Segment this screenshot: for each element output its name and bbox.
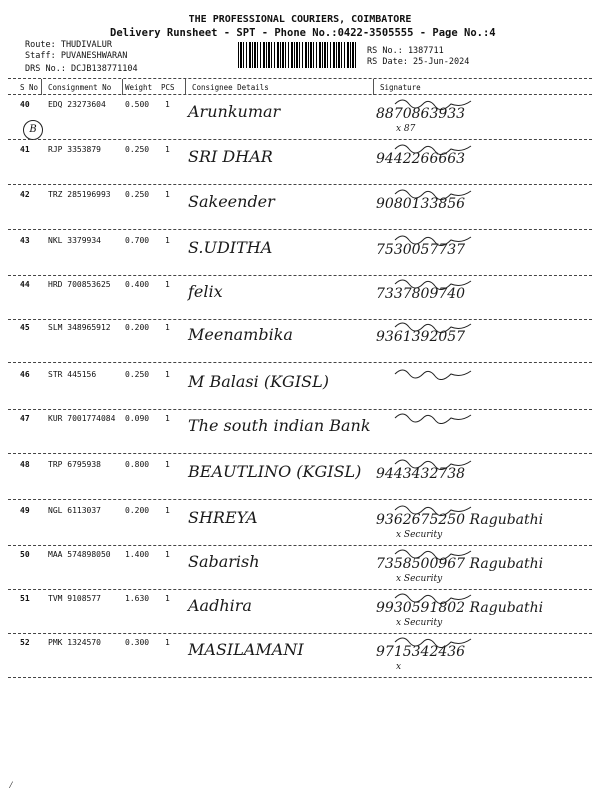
divider [41, 79, 42, 95]
divider [8, 677, 592, 678]
table-row [8, 634, 592, 678]
row-pcs: 1 [165, 550, 170, 559]
consignee-handwriting: felix [188, 282, 223, 301]
row-pcs: 1 [165, 323, 170, 332]
company-title: THE PROFESSIONAL COURIERS, COIMBATORE [188, 14, 412, 25]
table-header [8, 82, 592, 94]
col-sno: S No [20, 83, 39, 92]
signature-scribble [393, 632, 513, 648]
table-row [8, 96, 592, 140]
row-pcs: 1 [165, 100, 170, 109]
consignee-handwriting: BEAUTLINO (KGISL) [188, 462, 362, 481]
consignee-handwriting: Aadhira [188, 596, 252, 615]
row-consignment: NKL 3379934 [48, 236, 101, 245]
row-pcs: 1 [165, 190, 170, 199]
staff-label: Staff: PUVANESHWARAN [25, 51, 128, 61]
row-sno: 46 [20, 370, 30, 379]
row-weight: 0.300 [125, 638, 150, 647]
row-consignment: SLM 348965912 [48, 323, 111, 332]
table-row [8, 590, 592, 634]
divider [185, 79, 186, 95]
divider [373, 79, 374, 95]
drs-number: DRS No.: DCJB138771104 [25, 64, 138, 74]
row-pcs: 1 [165, 506, 170, 515]
row-sno: 52 [20, 638, 30, 647]
table-row [8, 319, 592, 363]
runsheet-title: Delivery Runsheet - SPT - Phone No.:0422-3505555 - Page No.:4 [110, 27, 496, 39]
divider [122, 79, 123, 95]
row-consignment: RJP 3353879 [48, 145, 101, 154]
signature-scribble [393, 184, 513, 200]
signature-number: 9715342436 [376, 644, 466, 660]
col-pcs: PCS [161, 83, 175, 92]
consignee-handwriting: Sabarish [188, 552, 260, 571]
row-consignment: TVM 9108577 [48, 594, 101, 603]
signature-scribble [393, 94, 513, 110]
consignee-handwriting: SRI DHAR [188, 147, 273, 166]
row-weight: 0.800 [125, 460, 150, 469]
row-weight: 0.090 [125, 414, 150, 423]
signature-note: x Security [396, 618, 443, 628]
row-sno: 47 [20, 414, 30, 423]
signature-number: 9362675250 Ragubathi [376, 512, 544, 528]
row-consignment: KUR 7001774084 [48, 414, 116, 423]
row-pcs: 1 [165, 460, 170, 469]
barcode-image [238, 42, 358, 68]
signature-number: 9443432738 [376, 466, 466, 482]
row-pcs: 1 [165, 280, 170, 289]
signature-scribble [393, 500, 513, 516]
signature-scribble [393, 139, 513, 155]
row-weight: 0.250 [125, 190, 150, 199]
table-row [8, 546, 592, 590]
row-sno: 48 [20, 460, 30, 469]
divider [8, 362, 592, 363]
signature-scribble [393, 364, 513, 380]
row-sno: 51 [20, 594, 30, 603]
rs-number: RS No.: 1387711 [367, 46, 444, 56]
signature-scribble [393, 317, 513, 333]
row-pcs: 1 [165, 594, 170, 603]
signature-number: 7337809740 [376, 286, 466, 302]
row-weight: 0.250 [125, 145, 150, 154]
corner-mark: ⁄ [8, 780, 15, 791]
signature-scribble [393, 408, 513, 424]
col-signature: Signature [380, 83, 421, 92]
table-row [8, 141, 592, 185]
row-weight: 1.400 [125, 550, 150, 559]
col-consignee: Consignee Details [192, 83, 269, 92]
table-row [8, 186, 592, 230]
row-weight: 0.400 [125, 280, 150, 289]
consignee-handwriting: M Balasi (KGISL) [188, 372, 329, 391]
row-weight: 0.500 [125, 100, 150, 109]
row-sno: 45 [20, 323, 30, 332]
signature-number: 7358500967 Ragubathi [376, 556, 544, 572]
col-consignment: Consignment No [48, 83, 112, 92]
signature-number: 9930591802 Ragubathi [376, 600, 544, 616]
signature-note: x 87 [396, 124, 416, 134]
row-consignment: TRZ 285196993 [48, 190, 111, 199]
row-sno: 40 [20, 100, 30, 109]
signature-number: 9080133856 [376, 196, 466, 212]
route-label: Route: THUDIVALUR [25, 40, 112, 50]
table-row [8, 232, 592, 276]
row-weight: 1.630 [125, 594, 150, 603]
row-consignment: NGL 6113037 [48, 506, 101, 515]
signature-scribble [393, 544, 513, 560]
row-weight: 0.250 [125, 370, 150, 379]
signature-number: 9442266663 [376, 151, 466, 167]
signature-number: 9361392057 [376, 329, 466, 345]
signature-number: 7530057737 [376, 242, 466, 258]
signature-scribble [393, 454, 513, 470]
circled-mark: B [23, 120, 43, 140]
row-sno: 42 [20, 190, 30, 199]
row-sno: 44 [20, 280, 30, 289]
row-sno: 50 [20, 550, 30, 559]
row-weight: 0.200 [125, 323, 150, 332]
row-sno: 43 [20, 236, 30, 245]
table-row [8, 410, 592, 454]
row-sno: 49 [20, 506, 30, 515]
row-consignment: STR 445156 [48, 370, 97, 379]
rs-date: RS Date: 25-Jun-2024 [367, 57, 470, 67]
row-pcs: 1 [165, 638, 170, 647]
row-pcs: 1 [165, 370, 170, 379]
row-consignment: MAA 574898050 [48, 550, 111, 559]
row-consignment: TRP 6795938 [48, 460, 101, 469]
row-consignment: HRD 700853625 [48, 280, 111, 289]
row-sno: 41 [20, 145, 30, 154]
row-consignment: PMK 1324570 [48, 638, 101, 647]
col-weight: Weight [125, 83, 153, 92]
row-pcs: 1 [165, 236, 170, 245]
table-row [8, 366, 592, 410]
table-row [8, 502, 592, 546]
row-pcs: 1 [165, 414, 170, 423]
signature-note: x [396, 662, 402, 672]
consignee-handwriting: Meenambika [188, 325, 293, 344]
signature-note: x Security [396, 574, 443, 584]
signature-scribble [393, 588, 513, 604]
row-pcs: 1 [165, 145, 170, 154]
row-consignment: EDQ 23273604 [48, 100, 106, 109]
table-row [8, 456, 592, 500]
consignee-handwriting: MASILAMANI [188, 640, 304, 659]
consignee-handwriting: SHREYA [188, 508, 258, 527]
consignee-handwriting: Sakeender [188, 192, 275, 211]
signature-scribble [393, 230, 513, 246]
divider [8, 78, 592, 79]
consignee-handwriting: The south indian Bank [188, 416, 371, 435]
signature-note: x Security [396, 530, 443, 540]
table-row [8, 276, 592, 320]
consignee-handwriting: Arunkumar [188, 102, 281, 121]
row-weight: 0.700 [125, 236, 150, 245]
signature-scribble [393, 274, 513, 290]
signature-number: 8870863933 [376, 106, 466, 122]
row-weight: 0.200 [125, 506, 150, 515]
consignee-handwriting: S.UDITHA [188, 238, 273, 257]
